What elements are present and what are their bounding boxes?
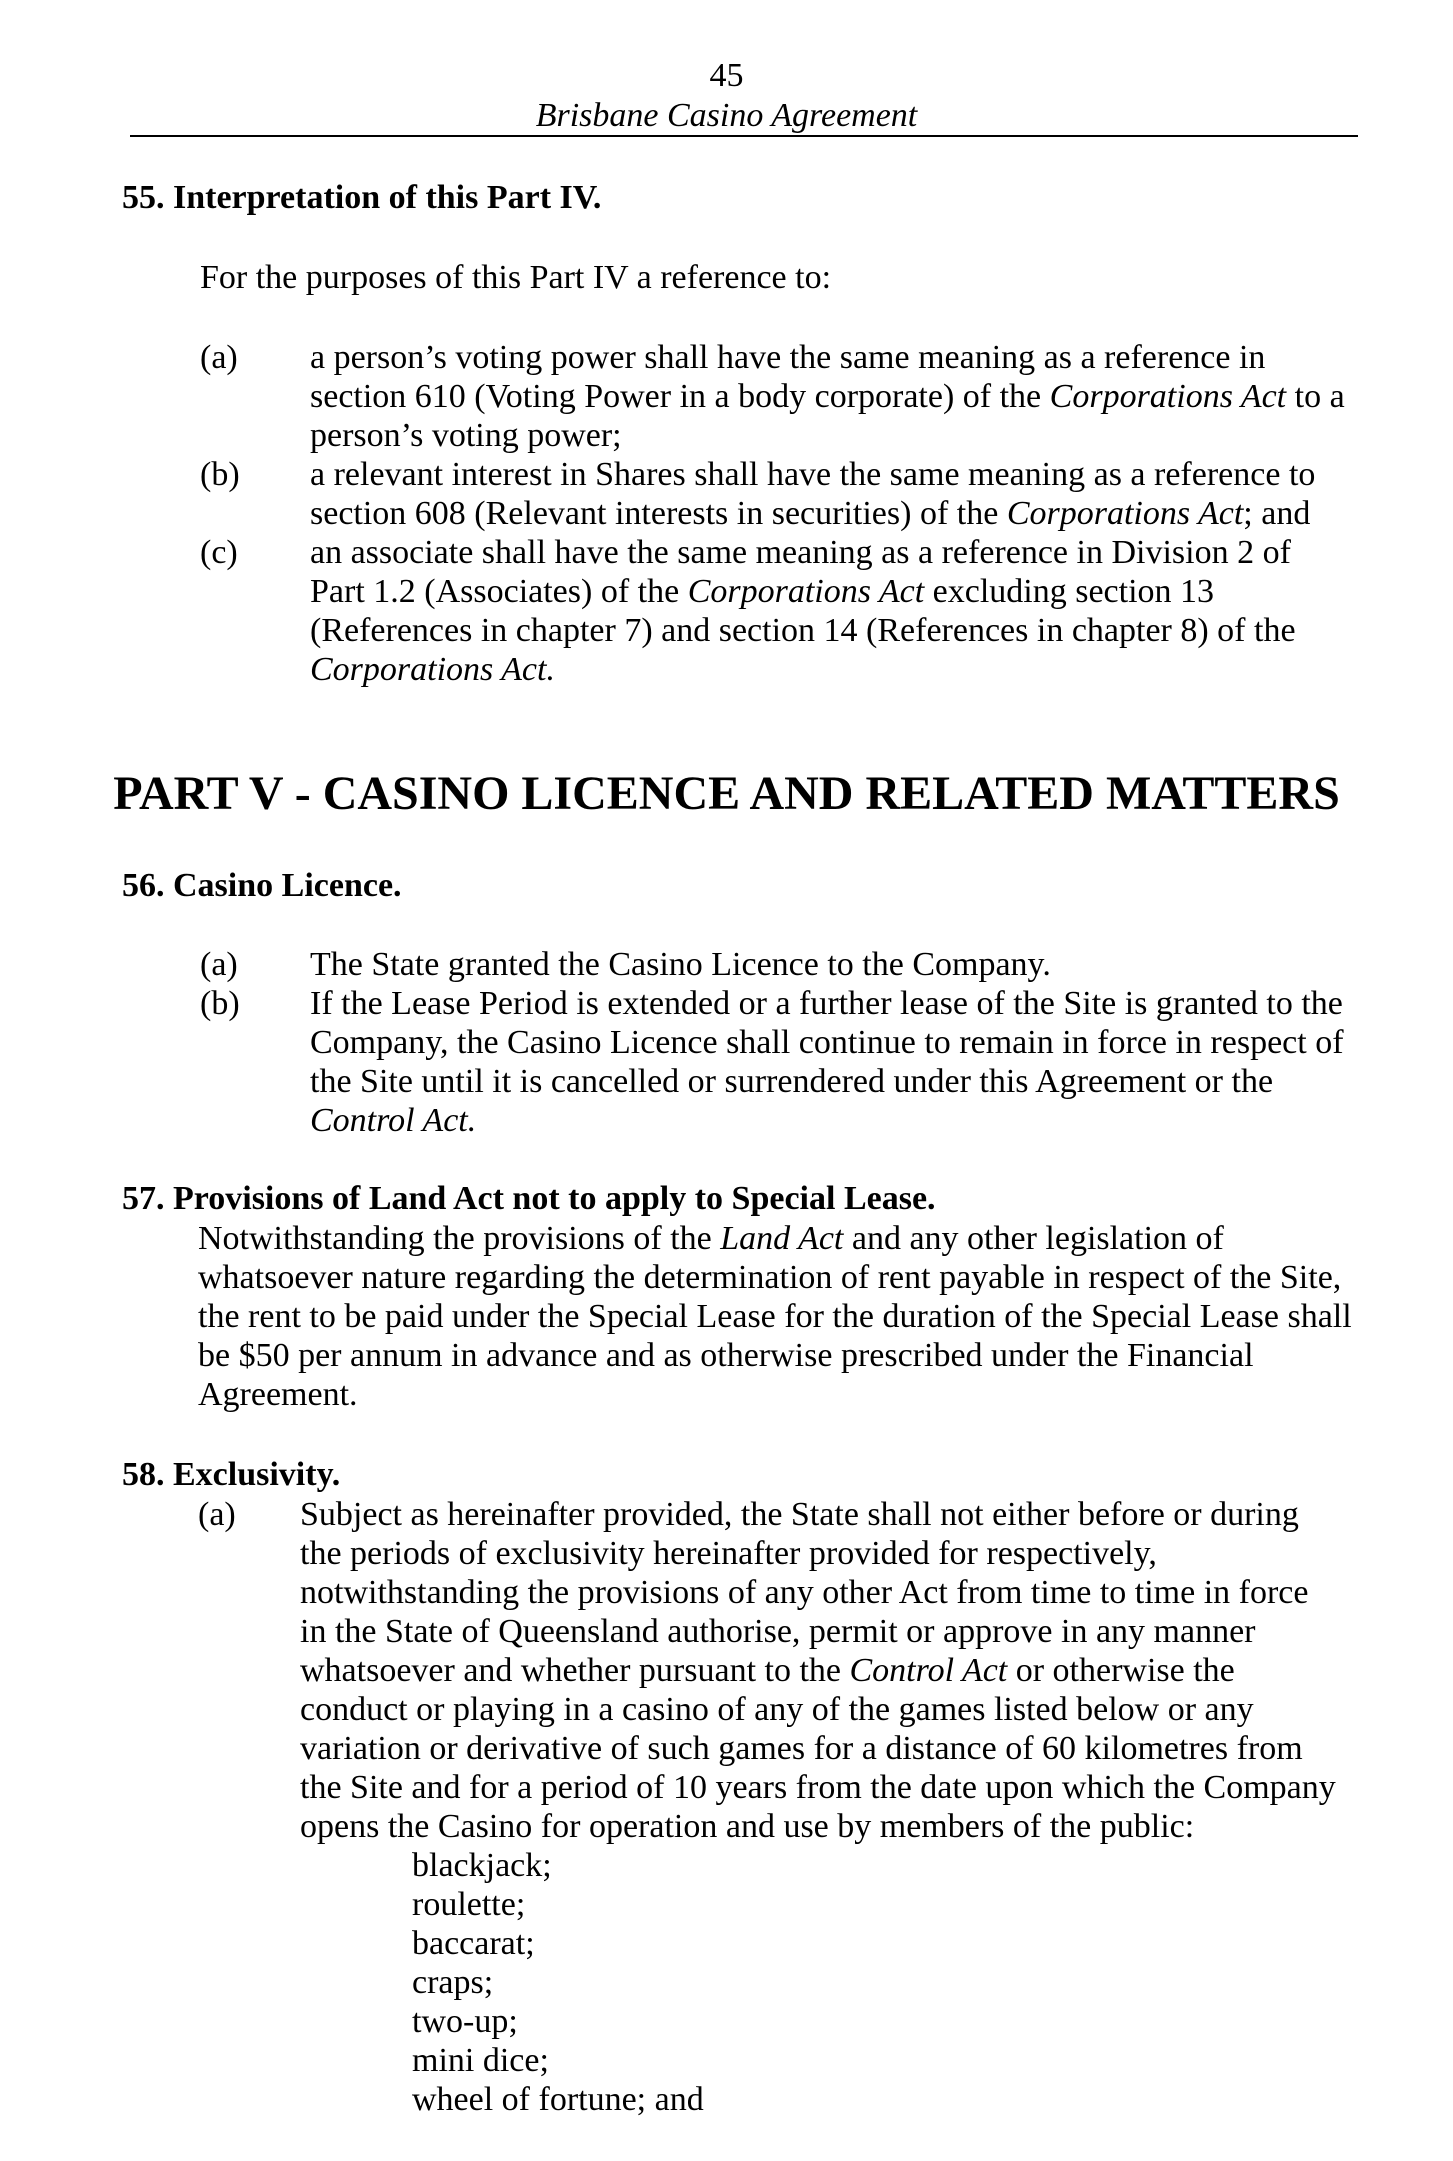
section-55-item-c-line-2 bbox=[310, 572, 1214, 611]
game-list-item: roulette; bbox=[412, 1886, 526, 1923]
section-55-item-c-line-1: an associate shall have the same meaning as a reference in Division 2 of bbox=[310, 534, 1291, 571]
game-list-item: mini dice; bbox=[412, 2042, 549, 2079]
game-list-item: craps; bbox=[412, 1964, 494, 2001]
section-57-line-1 bbox=[198, 1219, 1224, 1258]
section-57-line-3: the rent to be paid under the Special Lease for the duration of the Special Lease shall bbox=[198, 1298, 1352, 1335]
section-57-line-5: Agreement. bbox=[198, 1376, 358, 1413]
section-55-item-a-line-3: person’s voting power; bbox=[310, 417, 622, 454]
game-list-item: two-up; bbox=[412, 2003, 518, 2040]
section-56-heading: 56. Casino Licence. bbox=[122, 867, 402, 904]
section-57-line-2: whatsoever nature regarding the determination of rent payable in respect of the Site, bbox=[198, 1259, 1342, 1296]
text-run: or otherwise the bbox=[1007, 1652, 1235, 1689]
section-56-item-b-line-1: If the Lease Period is extended or a further lease of the Site is granted to the bbox=[310, 985, 1343, 1022]
text-run: to a bbox=[1286, 378, 1345, 415]
section-55-item-a-line-1: a person’s voting power shall have the same meaning as a reference in bbox=[310, 339, 1266, 376]
section-56-item-a-marker: (a) bbox=[200, 946, 238, 983]
section-55-item-a-line-2 bbox=[310, 377, 1345, 416]
section-57-heading: 57. Provisions of Land Act not to apply to Special Lease. bbox=[122, 1180, 936, 1217]
running-header: Brisbane Casino Agreement bbox=[535, 97, 918, 134]
section-58-item-a-line-7: variation or derivative of such games for a distance of 60 kilometres from bbox=[300, 1730, 1303, 1767]
section-55-item-b-marker: (b) bbox=[200, 456, 240, 493]
section-56-item-b-line-4: Control Act. bbox=[310, 1102, 477, 1139]
section-56-item-b-line-2: Company, the Casino Licence shall continue to remain in force in respect of bbox=[310, 1024, 1344, 1061]
act-title: Corporations Act bbox=[1049, 378, 1287, 415]
section-57-line-4: be $50 per annum in advance and as otherwise prescribed under the Financial bbox=[198, 1337, 1254, 1374]
header-rule bbox=[130, 135, 1358, 137]
page-number: 45 bbox=[709, 57, 744, 94]
text-run: whatsoever and whether pursuant to the bbox=[300, 1652, 850, 1689]
section-56-item-b-line-3: the Site until it is cancelled or surrendered under this Agreement or the bbox=[310, 1063, 1274, 1100]
section-58-item-a-line-3: notwithstanding the provisions of any other Act from time to time in force bbox=[300, 1574, 1309, 1611]
section-58-item-a-line-6: conduct or playing in a casino of any of the games listed below or any bbox=[300, 1691, 1254, 1728]
text-run: and any other legislation of bbox=[843, 1220, 1224, 1257]
section-55-item-a-marker: (a) bbox=[200, 339, 238, 376]
section-58-heading: 58. Exclusivity. bbox=[122, 1456, 341, 1493]
section-58-item-a-line-8: the Site and for a period of 10 years from the date upon which the Company bbox=[300, 1769, 1336, 1806]
act-title: Control Act bbox=[849, 1652, 1008, 1689]
section-58-item-a-line-4: in the State of Queensland authorise, permit or approve in any manner bbox=[300, 1613, 1256, 1650]
text-run: Part 1.2 (Associates) of the bbox=[310, 573, 688, 610]
section-55-item-b-line-1: a relevant interest in Shares shall have the same meaning as a reference to bbox=[310, 456, 1316, 493]
act-title: Corporations Act bbox=[1006, 495, 1244, 532]
part-v-heading: PART V - CASINO LICENCE AND RELATED MATTERS bbox=[113, 767, 1340, 820]
section-58-item-a-line-1: Subject as hereinafter provided, the State shall not either before or during bbox=[300, 1496, 1299, 1533]
act-title: Land Act bbox=[720, 1220, 844, 1257]
section-55-item-c-line-3: (References in chapter 7) and section 14 (References in chapter 8) of the bbox=[310, 612, 1296, 649]
text-run: ; and bbox=[1243, 495, 1311, 532]
section-58-item-a-line-2: the periods of exclusivity hereinafter provided for respectively, bbox=[300, 1535, 1157, 1572]
section-55-item-c-marker: (c) bbox=[200, 534, 238, 571]
section-55-item-b-line-2 bbox=[310, 494, 1310, 533]
game-list-item: blackjack; bbox=[412, 1847, 552, 1884]
section-58-item-a-marker: (a) bbox=[198, 1496, 236, 1533]
game-list-item: baccarat; bbox=[412, 1925, 535, 1962]
section-55-item-c-line-4: Corporations Act. bbox=[310, 651, 555, 688]
game-list-item: wheel of fortune; and bbox=[412, 2081, 704, 2118]
act-title: Corporations Act bbox=[687, 573, 925, 610]
text-run: Notwithstanding the provisions of the bbox=[198, 1220, 721, 1257]
section-56-item-b-marker: (b) bbox=[200, 985, 240, 1022]
section-56-item-a-line-1: The State granted the Casino Licence to the Company. bbox=[310, 946, 1051, 983]
text-run: excluding section 13 bbox=[924, 573, 1215, 610]
section-55-heading: 55. Interpretation of this Part IV. bbox=[122, 179, 602, 216]
text-run: section 610 (Voting Power in a body corporate) of the bbox=[310, 378, 1050, 415]
section-58-item-a-line-5 bbox=[300, 1651, 1235, 1690]
text-run: section 608 (Relevant interests in securities) of the bbox=[310, 495, 1007, 532]
section-58-item-a-line-9: opens the Casino for operation and use by members of the public: bbox=[300, 1808, 1195, 1845]
section-55-intro: For the purposes of this Part IV a reference to: bbox=[200, 259, 832, 296]
